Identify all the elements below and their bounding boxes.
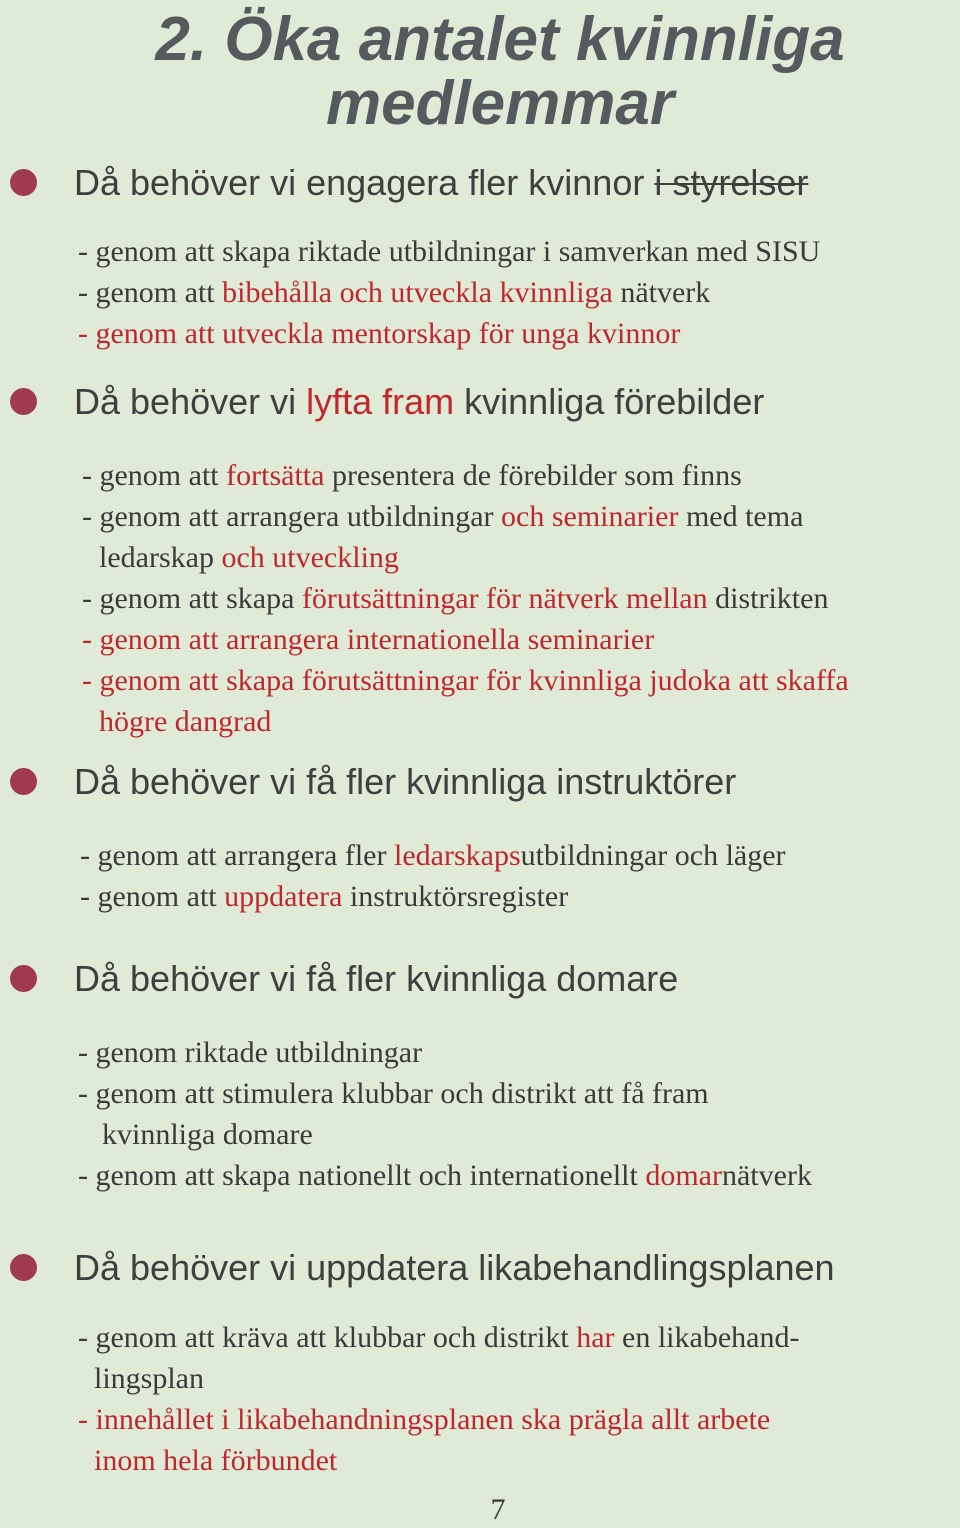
- list-item: - genom att uppdatera instruktörsregister: [80, 880, 569, 913]
- list-item: - genom riktade utbildningar: [78, 1036, 423, 1069]
- list-item: - genom att skapa nationellt och internationellt domarnätverk: [78, 1159, 812, 1192]
- list-item: - genom att arrangera fler ledarskapsutbildningar och läger: [80, 839, 786, 872]
- bullet-dot: [10, 169, 37, 196]
- bullet-dot: [10, 1254, 37, 1281]
- list-item: - genom att stimulera klubbar och distrikt att få fram: [78, 1077, 709, 1110]
- list-item: - innehållet i likabehandningsplanen ska prägla allt arbete: [78, 1403, 771, 1436]
- title-line-2: medlemmar: [325, 69, 675, 138]
- page-title: [0, 5, 960, 138]
- heading-text: Då behöver vi få fler kvinnliga instruktörer: [74, 761, 737, 802]
- list-item: - genom att fortsätta presentera de förebilder som finns: [82, 459, 742, 492]
- bullet-dot: [10, 965, 37, 992]
- page-number: 7: [490, 1493, 506, 1526]
- list-item: - genom att arrangera utbildningar och seminarier med tema: [82, 500, 804, 533]
- list-item: - genom att kräva att klubbar och distrikt har en likabehand-: [78, 1321, 800, 1354]
- heading-struck-text: i styrelser: [654, 162, 809, 203]
- list-item: - genom att arrangera internationella seminarier: [82, 623, 655, 656]
- list-item: - genom att utveckla mentorskap för unga kvinnor: [78, 317, 681, 350]
- title-line-1: 2. Öka antalet kvinnliga: [155, 5, 845, 74]
- list-item: - genom att skapa riktade utbildningar i samverkan med SISU: [78, 235, 821, 268]
- heading-text: Då behöver vi få fler kvinnliga domare: [74, 958, 679, 999]
- list-item: - genom att bibehålla och utveckla kvinnliga nätverk: [78, 276, 711, 309]
- list-item: högre dangrad: [99, 705, 272, 738]
- list-item: kvinnliga domare: [102, 1118, 313, 1151]
- bullet-dot: [10, 768, 37, 795]
- list-item: ledarskap och utveckling: [99, 541, 399, 574]
- list-item: - genom att skapa förutsättningar för nätverk mellan distrikten: [82, 582, 829, 615]
- list-item: inom hela förbundet: [94, 1444, 338, 1477]
- list-item: lingsplan: [94, 1362, 204, 1395]
- bullet-dot: [10, 388, 37, 415]
- heading-text: Då behöver vi uppdatera likabehandlingsplanen: [74, 1247, 835, 1288]
- list-item: - genom att skapa förutsättningar för kvinnliga judoka att skaffa: [82, 664, 849, 697]
- heading-text: Då behöver vi engagera fler kvinnor: [74, 162, 655, 203]
